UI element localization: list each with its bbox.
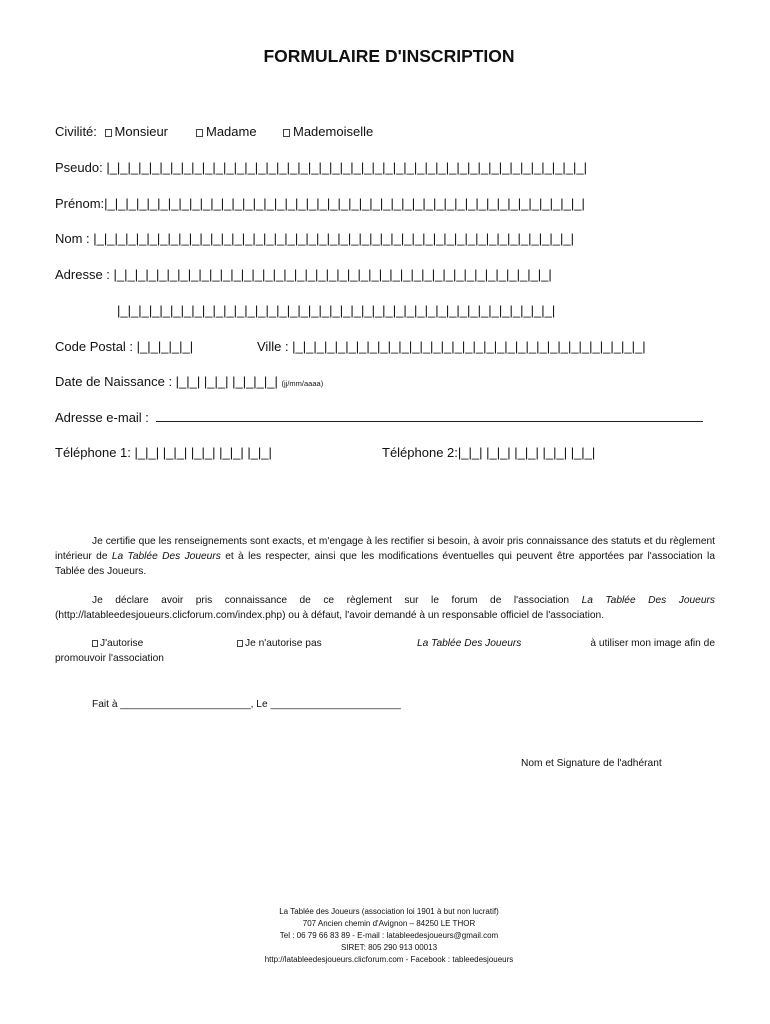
email-label: Adresse e-mail : (55, 410, 149, 425)
civilite-row (55, 124, 168, 139)
consent-yes-option (92, 638, 143, 649)
email-input-line[interactable] (156, 409, 703, 422)
option-monsieur-label: Monsieur (114, 124, 168, 139)
telephone2-field[interactable]: Téléphone 2:|_|_| |_|_| |_|_| |_|_| |_|_| (382, 445, 596, 460)
option-mademoiselle-label: Mademoiselle (293, 124, 374, 139)
civilite-option-madame (196, 124, 257, 139)
consent-text-tail: à utiliser mon image afin de (590, 638, 715, 649)
footer-line-5: http://latableedesjoueurs.clicforum.com - Facebook : tableedesjoueurs (264, 955, 514, 964)
consent-italic-name: La Tablée Des Joueurs (417, 638, 522, 649)
code-postal-field[interactable]: Code Postal : |_|_|_|_|_| (55, 339, 194, 354)
telephone1-field[interactable]: Téléphone 1: |_|_| |_|_| |_|_| |_|_| |_|_| (55, 445, 272, 460)
fait-a-line[interactable]: Fait à _______________________, Le _______________________ (92, 699, 401, 710)
footer-line-1: La Tablée des Joueurs (association loi 1901 à but non lucratif) (279, 907, 499, 916)
pseudo-field[interactable]: Pseudo: |_|_|_|_|_|_|_|_|_|_|_|_|_|_|_|_|_|_|_|_|_|_|_|_|_|_|_|_|_|_|_|_|_|_|_|_|_|_|_|_|_|_|_|_|_| (55, 160, 588, 175)
date-naissance-field[interactable]: Date de Naissance : |_|_| |_|_| |_|_|_|_| (55, 374, 278, 389)
consent-text-line2: promouvoir l'association (55, 653, 164, 664)
footer-line-2: 707 Ancien chemin d'Avignon – 84250 LE THOR (302, 919, 476, 928)
email-row (55, 409, 703, 425)
consent-no-option (237, 638, 322, 649)
ville-field[interactable]: Ville : |_|_|_|_|_|_|_|_|_|_|_|_|_|_|_|_|_|_|_|_|_|_|_|_|_|_|_|_|_|_|_|_|_| (257, 339, 646, 354)
declaration-paragraph (55, 593, 715, 623)
signature-label: Nom et Signature de l'adhérant (521, 758, 662, 769)
certification-italic-name: La Tablée Des Joueurs (111, 551, 221, 562)
footer (0, 906, 770, 966)
checkbox-mademoiselle[interactable] (283, 129, 290, 137)
certification-text-b: et à les respecter, ainsi que les modifications éventuelles qui peuvent être apportées par l'association la Tablée des Joueurs. (55, 551, 715, 577)
checkbox-consent-yes[interactable] (92, 640, 98, 647)
declaration-italic-name: La Tablée Des Joueurs (581, 595, 715, 606)
declaration-text-b: (http://latableedesjoueurs.clicforum.com/index.php) ou à défaut, l'avoir demandé à un responsable officiel de l'association. (55, 610, 605, 621)
option-madame-label: Madame (206, 124, 257, 139)
declaration-text-a: Je déclare avoir pris connaissance de ce règlement sur le forum de l'association (92, 595, 582, 606)
adresse-field-line2[interactable]: |_|_|_|_|_|_|_|_|_|_|_|_|_|_|_|_|_|_|_|_|_|_|_|_|_|_|_|_|_|_|_|_|_|_|_|_|_|_|_|_|_| (117, 303, 556, 318)
page-title: FORMULAIRE D'INSCRIPTION (263, 46, 515, 66)
consent-yes-label: J'autorise (100, 638, 144, 649)
checkbox-monsieur[interactable] (105, 129, 112, 137)
nom-field[interactable]: Nom : |_|_|_|_|_|_|_|_|_|_|_|_|_|_|_|_|_|_|_|_|_|_|_|_|_|_|_|_|_|_|_|_|_|_|_|_|_|_|_|_|_|_|_|_|_| (55, 231, 574, 246)
consent-no-label: Je n'autorise pas (245, 638, 322, 649)
certification-paragraph (55, 534, 715, 579)
checkbox-madame[interactable] (196, 129, 203, 137)
civilite-label: Civilité: (55, 124, 97, 139)
date-naissance-row (55, 374, 323, 389)
adresse-field-line1[interactable]: Adresse : |_|_|_|_|_|_|_|_|_|_|_|_|_|_|_|_|_|_|_|_|_|_|_|_|_|_|_|_|_|_|_|_|_|_|_|_|_|_|_|_|_| (55, 267, 552, 282)
certification-text-a: Je certifie que les renseignements sont exacts, et m'engage à les rectifier si besoin, à avoir pris connaissance des statuts et du règlement intérieur de (55, 536, 715, 562)
date-format-hint: (jj/mm/aaaa) (281, 379, 324, 388)
footer-line-3: Tel : 06 79 66 83 89 - E-mail : latableedesjoueurs@gmail.com (279, 931, 499, 940)
civilite-option-mademoiselle (283, 124, 373, 139)
footer-line-4: SIRET: 805 290 913 00013 (340, 943, 438, 952)
checkbox-consent-no[interactable] (237, 640, 243, 647)
prenom-field[interactable]: Prénom:|_|_|_|_|_|_|_|_|_|_|_|_|_|_|_|_|_|_|_|_|_|_|_|_|_|_|_|_|_|_|_|_|_|_|_|_|_|_|_|_|_|_|_|_|_| (55, 196, 585, 211)
